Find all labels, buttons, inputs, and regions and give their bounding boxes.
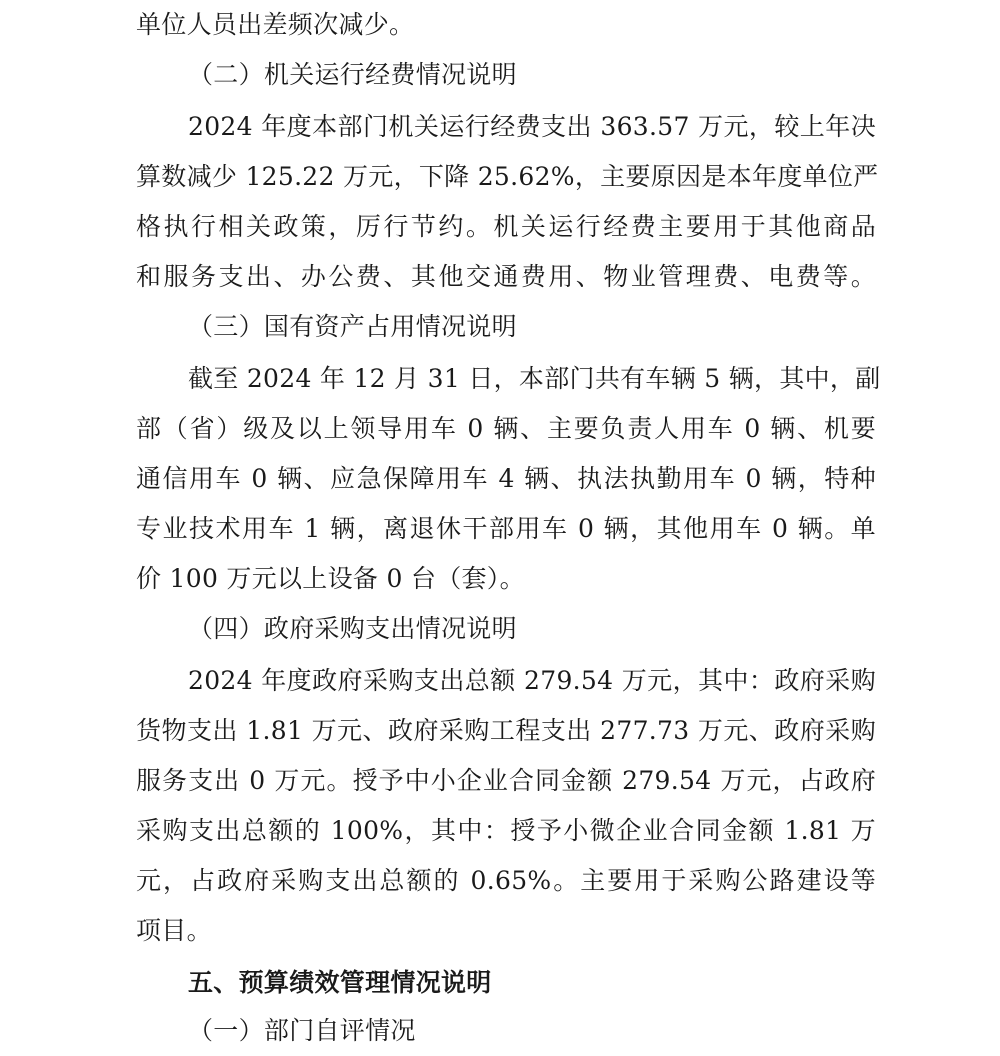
subsection-heading: （二）机关运行经费情况说明 <box>188 60 517 89</box>
paragraph-line: 货物支出 1.81 万元、政府采购工程支出 277.73 万元、政府采购 <box>136 716 876 745</box>
paragraph-line: 项目。 <box>136 916 212 945</box>
paragraph-line: 2024 年度本部门机关运行经费支出 363.57 万元，较上年决 <box>188 112 876 141</box>
paragraph-line: 价 100 万元以上设备 0 台（套）。 <box>136 564 525 593</box>
paragraph-line: 通信用车 0 辆、应急保障用车 4 辆、执法执勤用车 0 辆，特种 <box>136 464 876 493</box>
subsection-heading: （三）国有资产占用情况说明 <box>188 312 517 341</box>
subsection-heading: （四）政府采购支出情况说明 <box>188 614 517 643</box>
paragraph-line: 采购支出总额的 100%，其中：授予小微企业合同金额 1.81 万 <box>136 816 876 845</box>
paragraph-line: 部（省）级及以上领导用车 0 辆、主要负责人用车 0 辆、机要 <box>136 414 876 443</box>
paragraph-line: 和服务支出、办公费、其他交通费用、物业管理费、电费等。 <box>136 262 876 291</box>
paragraph-line: 单位人员出差频次减少。 <box>136 10 415 39</box>
paragraph-line: 算数减少 125.22 万元，下降 25.62%，主要原因是本年度单位严 <box>136 162 879 191</box>
paragraph-line: 元，占政府采购支出总额的 0.65%。主要用于采购公路建设等 <box>136 866 876 895</box>
paragraph-line: 服务支出 0 万元。授予中小企业合同金额 279.54 万元，占政府 <box>136 766 876 795</box>
paragraph-line: 截至 2024 年 12 月 31 日，本部门共有车辆 5 辆，其中，副 <box>188 364 881 393</box>
paragraph-line: 专业技术用车 1 辆，离退休干部用车 0 辆，其他用车 0 辆。单 <box>136 514 876 543</box>
subsection-heading: （一）部门自评情况 <box>188 1016 416 1045</box>
paragraph-line: 2024 年度政府采购支出总额 279.54 万元，其中：政府采购 <box>188 666 876 695</box>
section-heading: 五、预算绩效管理情况说明 <box>188 968 492 997</box>
paragraph-line: 格执行相关政策，厉行节约。机关运行经费主要用于其他商品 <box>136 212 876 241</box>
